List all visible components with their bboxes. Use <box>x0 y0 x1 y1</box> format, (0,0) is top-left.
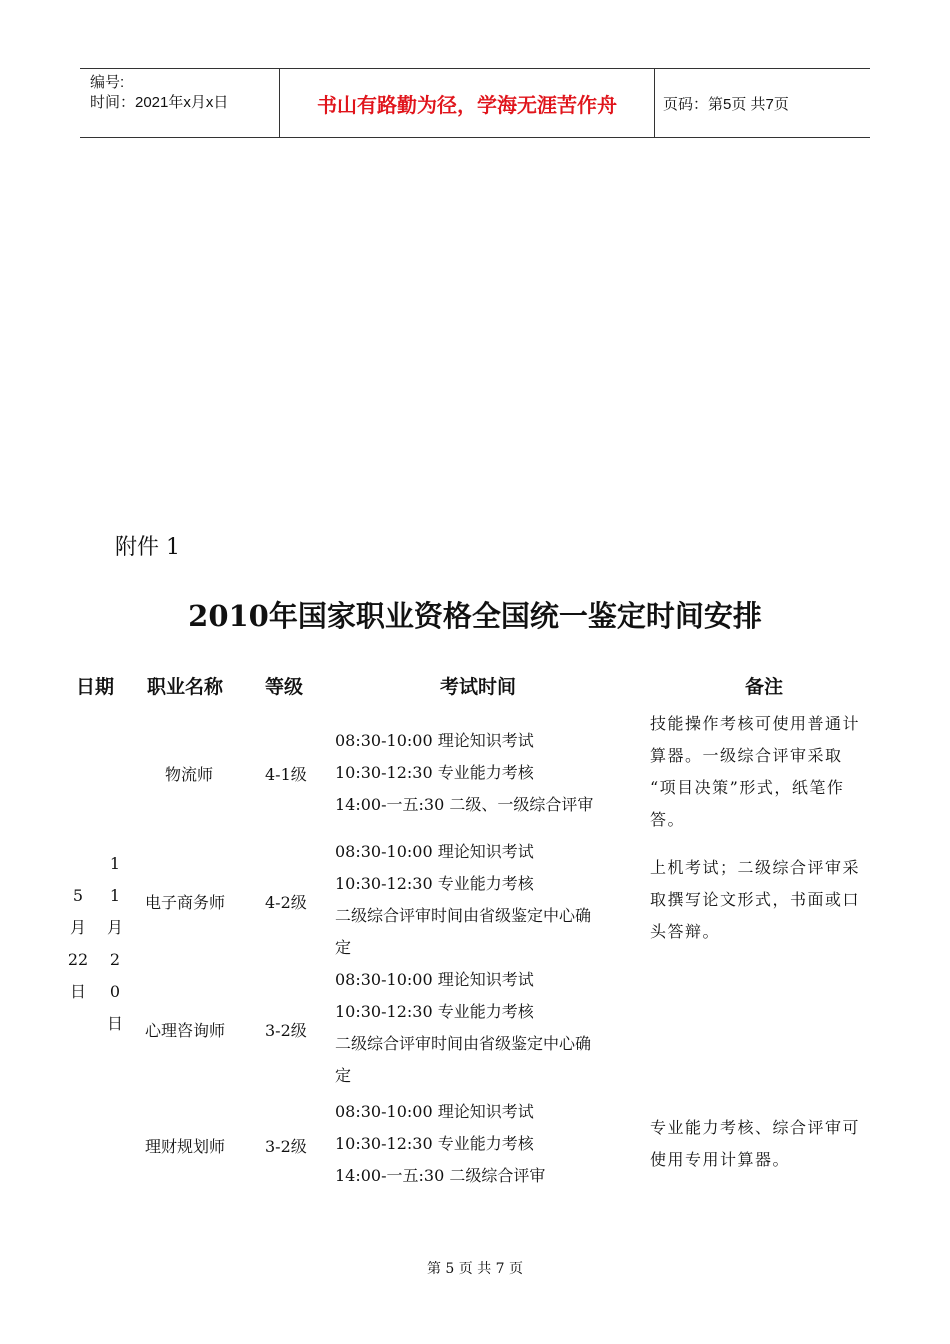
row-3-occupation: 心理咨询师 <box>145 1021 226 1040</box>
row-1-occupation: 物流师 <box>165 765 214 784</box>
time-line: 10:30-12:30 专业能力考核 <box>335 763 534 782</box>
date-char: 月 <box>106 918 123 937</box>
row-4-level: 3-2级 <box>265 1137 307 1156</box>
time-line: 10:30-12:30 专业能力考核 <box>335 1134 534 1153</box>
note-line: 头答辩。 <box>650 922 721 941</box>
row-3-level: 3-2级 <box>265 1021 307 1040</box>
page-header <box>80 68 870 138</box>
time-line: 10:30-12:30 专业能力考核 <box>335 1002 534 1021</box>
date-char: 1 <box>109 854 121 873</box>
time-line: 08:30-10:00 理论知识考试 <box>335 1102 534 1121</box>
date-char: 1 <box>109 886 121 905</box>
date-char: 日 <box>106 1014 123 1033</box>
row-2-level: 4-2级 <box>265 893 307 912</box>
date-nov-20 <box>103 848 127 1040</box>
attachment-label: 附件 1 <box>115 535 180 560</box>
header-motto: 书山有路勤为径，学海无涯苦作舟 <box>280 69 655 137</box>
time-line: 14:00-一五:30 二级综合评审 <box>335 1166 546 1185</box>
row-2-times <box>335 836 591 964</box>
time-line: 二级综合评审时间由省级鉴定中心确 <box>335 906 592 925</box>
note-line: “项目决策”形式，纸笔作 <box>650 778 845 797</box>
date-char: 月 <box>69 918 86 937</box>
row-4-times <box>335 1096 545 1192</box>
row-3-times <box>335 964 591 1092</box>
date-char: 2 <box>109 950 121 969</box>
date-char: 日 <box>69 982 86 1001</box>
column-header-date: 日期 <box>76 676 115 698</box>
time-line: 定 <box>335 938 352 957</box>
row-4-occupation: 理财规划师 <box>145 1137 226 1156</box>
time-line: 二级综合评审时间由省级鉴定中心确 <box>335 1034 592 1053</box>
date-char: 5 <box>72 886 84 905</box>
time-line: 08:30-10:00 理论知识考试 <box>335 842 534 861</box>
time-line: 定 <box>335 1066 352 1085</box>
note-line: 专业能力考核、综合评审可 <box>650 1118 861 1137</box>
row-4-note <box>650 1112 885 1176</box>
note-line: 使用专用计算器。 <box>650 1150 791 1169</box>
number-label: 编号: <box>90 74 125 91</box>
row-1-note <box>650 708 885 836</box>
column-header-exam-time: 考试时间 <box>440 676 517 698</box>
row-1-times <box>335 725 593 821</box>
date-char: 0 <box>109 982 121 1001</box>
note-line: 上机考试；二级综合评审采 <box>650 858 861 877</box>
note-line: 算器。一级综合评审采取 <box>650 746 843 765</box>
row-2-note <box>650 852 885 948</box>
time-line: 14:00-一五:30 二级、一级综合评审 <box>335 795 594 814</box>
row-2-occupation: 电子商务师 <box>145 893 226 912</box>
date-may-22 <box>66 880 90 1008</box>
time-line: 08:30-10:00 理论知识考试 <box>335 970 534 989</box>
column-header-level: 等级 <box>265 676 304 698</box>
document-title: 2010年国家职业资格全国统一鉴定时间安排 <box>188 599 762 633</box>
header-meta <box>80 69 280 137</box>
column-header-notes: 备注 <box>745 676 784 698</box>
date-char: 22 <box>67 950 89 969</box>
column-header-occupation: 职业名称 <box>147 676 224 698</box>
note-line: 答。 <box>650 810 686 829</box>
page-footer: 第 5 页 共 7 页 <box>426 1261 524 1277</box>
row-1-level: 4-1级 <box>265 765 307 784</box>
header-page-info: 页码：第5页 共7页 <box>663 95 789 113</box>
note-line: 取撰写论文形式，书面或口 <box>650 890 861 909</box>
time-line: 08:30-10:00 理论知识考试 <box>335 731 534 750</box>
time-line: 10:30-12:30 专业能力考核 <box>335 874 534 893</box>
date-label: 时间：2021年x月x日 <box>90 94 229 111</box>
note-line: 技能操作考核可使用普通计 <box>650 714 861 733</box>
